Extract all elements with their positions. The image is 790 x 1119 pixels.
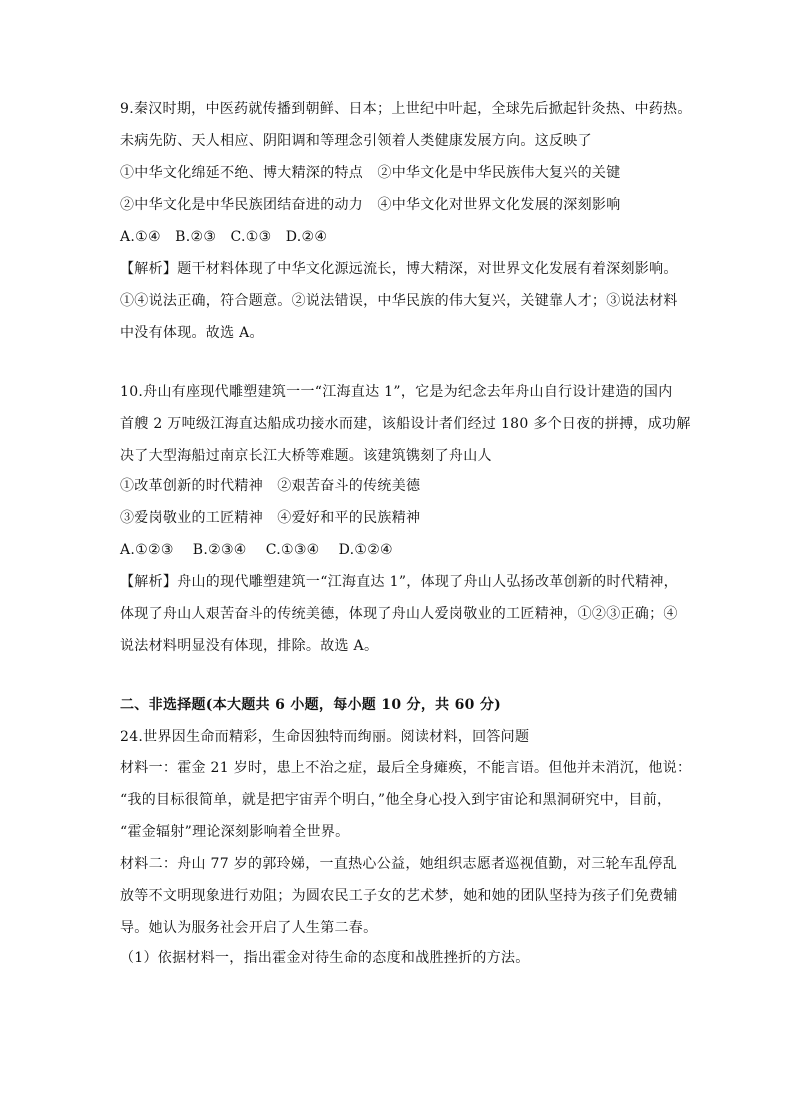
q9-analysis-line-3: 中没有体现。故选 A。 <box>120 325 264 341</box>
q24-subquestion-1: （1）依据材料一，指出霍金对待生命的态度和战胜挫折的方法。 <box>120 950 530 966</box>
q9-options-3-4: ②中华文化是中华民族团结奋进的动力 ④中华文化对世界文化发展的深刻影响 <box>120 197 621 213</box>
q24-stem: 24.世界因生命而精彩，生命因独特而绚丽。阅读材料，回答问题 <box>120 729 530 745</box>
q24-material-2-line-2: 放等不文明现象进行劝阻；为圆农民工子女的艺术梦，她和她的团队坚持为孩子们免费辅 <box>120 888 678 904</box>
q10-analysis-line-1: 【解析】舟山的现代雕塑建筑一“江海直达 1”，体现了舟山人弘扬改革创新的时代精神， <box>120 574 678 590</box>
q10-options-1-2: ①改革创新的时代精神 ②艰苦奋斗的传统美德 <box>120 478 421 494</box>
q24-material-1-line-2: “我的目标很简单，就是把宇宙弄个明白，”他全身心投入到宇宙论和黑洞研究中，目前， <box>120 792 672 808</box>
q9-analysis-line-1: 【解析】题干材料体现了中华文化源远流长，博大精深，对世界文化发展有着深刻影响。 <box>120 261 678 277</box>
q10-stem-line-3: 决了大型海船过南京长江大桥等难题。该建筑镌刻了舟山人 <box>120 448 492 464</box>
q24-material-1-line-1: 材料一：霍金 21 岁时，患上不治之症，最后全身瘫痪，不能言语。但他并未消沉，他说： <box>120 760 692 776</box>
q9-options-1-2: ①中华文化绵延不绝、博大精深的特点 ②中华文化是中华民族伟大复兴的关键 <box>120 165 621 181</box>
q24-material-1-line-3: “霍金辐射”理论深刻影响着全世界。 <box>120 824 350 840</box>
q10-stem-line-2: 首艘 2 万吨级江海直达船成功接水而建，该船设计者们经过 180 多个日夜的拼搏，成功解 <box>120 416 691 432</box>
q10-analysis-line-2: 体现了舟山人艰苦奋斗的传统美德，体现了舟山人爱岗敬业的工匠精神，①②③正确；④ <box>120 606 678 622</box>
q9-stem-line-2: 未病先防、天人相应、阴阳调和等理念引领着人类健康发展方向。这反映了 <box>120 133 592 149</box>
q9-choices: A.①④ B.②③ C.①③ D.②④ <box>120 229 328 245</box>
q9-analysis-line-2: ①④说法正确，符合题意。②说法错误，中华民族的伟大复兴，关键靠人才；③说法材料 <box>120 293 678 309</box>
q10-stem-line-1: 10.舟山有座现代雕塑建筑一一“江海直达 1”，它是为纪念去年舟山自行设计建造的国内 <box>120 384 673 400</box>
q24-material-2-line-1: 材料二：舟山 77 岁的郭玲娣，一直热心公益，她组织志愿者巡视值勤，对三轮车乱停乱 <box>120 856 678 872</box>
q10-analysis-line-3: 说法材料明显没有体现，排除。故选 A。 <box>120 638 379 654</box>
section-heading: 二、非选择题(本大题共 6 小题，每小题 10 分，共 60 分) <box>120 697 502 713</box>
q10-options-3-4: ③爱岗敬业的工匠精神 ④爱好和平的民族精神 <box>120 510 421 526</box>
q9-stem-line-1: 9.秦汉时期，中医药就传播到朝鲜、日本；上世纪中叶起，全球先后掀起针灸热、中药热。 <box>120 101 692 117</box>
q24-material-2-line-3: 导。她认为服务社会开启了人生第二春。 <box>120 920 378 936</box>
q10-choices: A.①②③ B.②③④ C.①③④ D.①②④ <box>120 542 393 558</box>
